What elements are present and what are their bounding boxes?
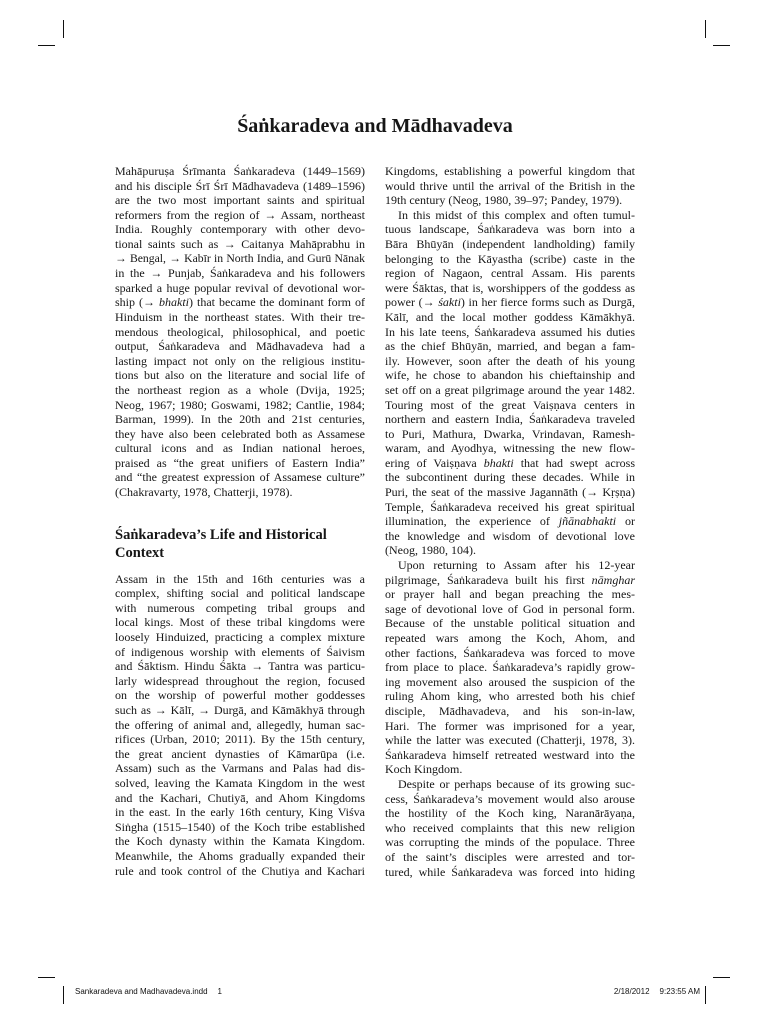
text-line: northern and eastern India, Śaṅkaradeva traveled [385,412,635,427]
crop-mark-top-right-vertical [705,20,706,38]
italic-term: jñānabhakti [558,514,617,529]
text-line: output, Śaṅkaradeva and Mādhavadeva had a [115,339,365,354]
text-line: tured, while Śaṅkaradeva was forced into hiding [385,864,635,879]
text-line: who received complaints that this new religion [385,820,635,835]
text-line: reformers from the region of → Assam, northeast [115,207,365,222]
text-line: was corrupting the minds of the populace. Three [385,835,635,850]
text-line: ily. However, soon after the death of his young [385,353,635,368]
print-slug-file [75,987,222,997]
text-line: in the → Punjab, Śaṅkaradeva and his followers [115,266,365,281]
heading-line: Śaṅkaradeva’s Life and Historical [115,526,327,543]
paragraph [385,777,635,879]
text-line: from place to place. Śaṅkaradeva’s rapidly grow- [385,660,635,675]
text-line: ruling Ahom king, who arrested both his chief [385,689,635,704]
text-line: wife, he chose to abandon his chieftainship and [385,368,635,383]
text-line: the offering of animal and, allegedly, human sac- [115,717,365,732]
text-line: In his late teens, Śaṅkaradeva assumed his duties [385,324,635,339]
text-line: Meanwhile, the Ahoms gradually expanded their [115,848,365,863]
text-line: and his disciple Śrī Śrī Mādhavadeva (1489–1596) [115,178,365,193]
text-line: (Neog, 1980, 104). [385,543,476,558]
text-line: the hostility of the Koch king, Naranārāyaṇa, [385,806,635,821]
text-line: region of Nagaon, central Assam. His parents [385,266,635,281]
text-line: Neog, 1967; 1980; Goswami, 1982; Cantlie, 1984; [115,397,365,412]
text-line: tuous landscape, Śaṅkaradeva was born into a [385,222,635,237]
text-line: ering of Vaiṣṇava bhakti that had swept across [385,455,635,470]
slug-time: 9:23:55 AM [659,987,700,996]
text-line: and Śāktism. Hindu Śākta → Tantra was particu- [115,659,365,674]
paragraph [115,164,365,500]
text-line: larly widespread throughout the region, focused [115,673,365,688]
text-line: Barman, 1999). In the 20th and 21st centuries, [115,412,365,427]
text-line: sparked a huge popular revival of devotional wor- [115,280,365,295]
text-line: such as → Kālī, → Durgā, and Kāmākhyā through [115,703,365,717]
text-line: repeated wars among the Koch, Ahom, and [385,631,635,645]
text-line: as the chief Bhūyān, married, and began a fam- [385,339,635,354]
text-line: Siṅgha (1515–1540) of the Koch tribe established [115,819,365,834]
text-line: (Chakravarty, 1978, Chatterji, 1978). [115,485,293,500]
text-line: other factions, Śaṅkaradeva was forced to move [385,645,635,660]
text-line: waram, and Ayodhya, witnessing the new flow- [385,441,635,456]
text-line: cultural icons and as Indian national heroes, [115,441,365,456]
paragraph [385,208,635,558]
right-column [385,164,635,879]
slug-page-number: 1 [217,987,222,996]
text-line: Bāra Bhūyān (independent landholding) family [385,236,635,251]
italic-term: bhakti [159,295,190,310]
text-line: ship (→ bhakti) that became the dominant form of [115,295,365,310]
text-line: Temple, Śaṅkaradeva received his great spiritual [385,499,635,514]
crop-mark-top-left-vertical [63,20,64,38]
text-line: ing movement also aroused the suspicion of the [385,674,635,689]
text-line: power (→ śakti) in her fierce forms such as Durgā, [385,295,635,310]
page-title: Śaṅkaradeva and Mādhavadeva [237,115,513,137]
crop-mark-bottom-right-horizontal [713,977,730,978]
slug-filename: Sankaradeva and Madhavadeva.indd [75,987,208,996]
text-line: Touring most of the great Vaiṣṇava centers in [385,397,635,412]
text-line: Despite or perhaps because of its growing suc- [398,776,635,791]
text-line: solved, leaving the Kamata Kingdom in the west [115,775,365,790]
text-line: the subcontinent during these decades. While in [385,470,635,485]
crop-mark-top-left-horizontal [38,45,55,46]
text-line: Hinduism in the northeast states. With their tre- [115,309,365,324]
text-line: of indigenous worship with elements of Śaivism [115,644,365,659]
text-line: set off on a great pilgrimage around the year 1482. [385,382,635,397]
text-line: In this midst of this complex and often tumul- [398,207,635,222]
text-line: praised as “the great unifiers of Eastern India” [115,455,365,470]
text-line: Kālī, and the local mother goddess Kāmākhyā. [385,309,635,324]
text-line: rule and took control of the Chutiya and Kachari [115,863,365,878]
text-line: Upon returning to Assam after his 12-year [398,558,635,573]
text-line: Kingdoms, establishing a powerful kingdom that [385,164,635,178]
text-line: Puri, the seat of the massive Jagannāth (→ Kṛṣṇa) [385,485,635,500]
text-line: in the east. In the early 16th century, King Viśva [115,805,365,820]
text-line: cess, Śaṅkaradeva’s movement would also arouse [385,791,635,806]
text-line: while the latter was executed (Chatterji, 1978, 3). [385,733,635,748]
italic-term: bhakti [483,455,514,470]
text-line: the knowledge and wisdom of devotional love [385,528,635,543]
text-line: India. Roughly contemporary with other devo- [115,222,365,237]
text-line: rifices (Urban, 2010; 2011). By the 15th century, [115,732,365,747]
text-line: Mahāpuruṣa Śrīmanta Śaṅkaradeva (1449–1569) [115,164,365,178]
text-line: to Puri, Mathura, Dwarka, Vrindavan, Ramesh- [385,426,635,441]
text-line: Assam in the 15th and 16th centuries was a [115,571,365,586]
crop-mark-bottom-left-horizontal [38,977,55,978]
text-line: were Śāktas, that is, worshippers of the goddess as [385,280,635,295]
text-line: are the two most important saints and spiritual [115,193,365,208]
text-line: on the worship of powerful mother goddesses [115,688,365,703]
paragraph [385,558,635,777]
left-column [115,164,365,878]
text-line: sage of devotional love of God in personal form. [385,601,635,616]
text-line: tions but also on the literature and social life of [115,368,365,383]
text-line: disciple, Mādhavadeva, and his son-in-law, [385,703,635,718]
text-line: pilgrimage, Śaṅkaradeva built his first nāmghar [385,572,635,587]
print-slug-timestamp [614,987,700,997]
italic-term: nāmghar [591,572,635,587]
italic-term: śakti [438,295,461,310]
section-heading [115,526,365,562]
text-line: tional saints such as → Caitanya Mahāprabhu in [115,236,365,251]
text-line: the northeast region as a whole (Dvija, 1925; [115,382,365,397]
text-line: mendous theological, philosophical, and poetic [115,324,365,339]
text-line: illumination, the experience of jñānabhakti or [385,514,635,529]
crop-mark-bottom-left-vertical [63,986,64,1004]
text-line: the great ancient dynasties of Kāmarūpa (i.e. [115,746,365,761]
text-line: lasting impact not only on the religious institu- [115,353,365,368]
text-line: would thrive until the arrival of the British in the [385,178,635,193]
text-line: 19th century (Neog, 1980, 39–97; Pandey, 1979). [385,193,623,208]
text-line: the Koch dynasty within the Kamata Kingdom. [115,834,365,849]
heading-line: Context [115,544,165,561]
text-line: loosely Hinduized, practicing a complex mixture [115,630,365,645]
text-line: → Bengal, → Kabīr in North India, and Gurū Nānak [115,251,365,265]
text-line: Because of the unstable political situation and [385,616,635,631]
text-line: and the Kachari, Chutiyā, and Ahom Kingdoms [115,790,365,805]
crop-mark-bottom-right-vertical [705,986,706,1004]
text-line: with numerous competing tribal groups and [115,600,365,615]
text-line: complex, shifting social and political landscape [115,586,365,601]
text-line: Assam) such as the Varmans and Palas had dis- [115,761,365,776]
paragraph-continued [385,164,635,208]
paragraph [115,572,365,878]
text-line: local kings. Most of these tribal kingdoms were [115,615,365,630]
text-line: belonging to the Kāyastha (scribe) caste in the [385,251,635,266]
text-line: Hari. The former was imprisoned for a year, [385,718,635,733]
slug-date: 2/18/2012 [613,987,650,996]
text-line: or prayer hall and began preaching the mes- [385,587,635,602]
crop-mark-top-right-horizontal [713,45,730,46]
text-line: they have also been celebrated both as Assamese [115,426,365,441]
text-line: of the saint’s disciples were arrested and tor- [385,849,635,864]
text-line: Śaṅkaradeva himself retreated westward into the [385,747,635,762]
text-line: and “the greatest expression of Assamese culture” [115,470,365,485]
text-line: Koch Kingdom. [385,762,463,777]
